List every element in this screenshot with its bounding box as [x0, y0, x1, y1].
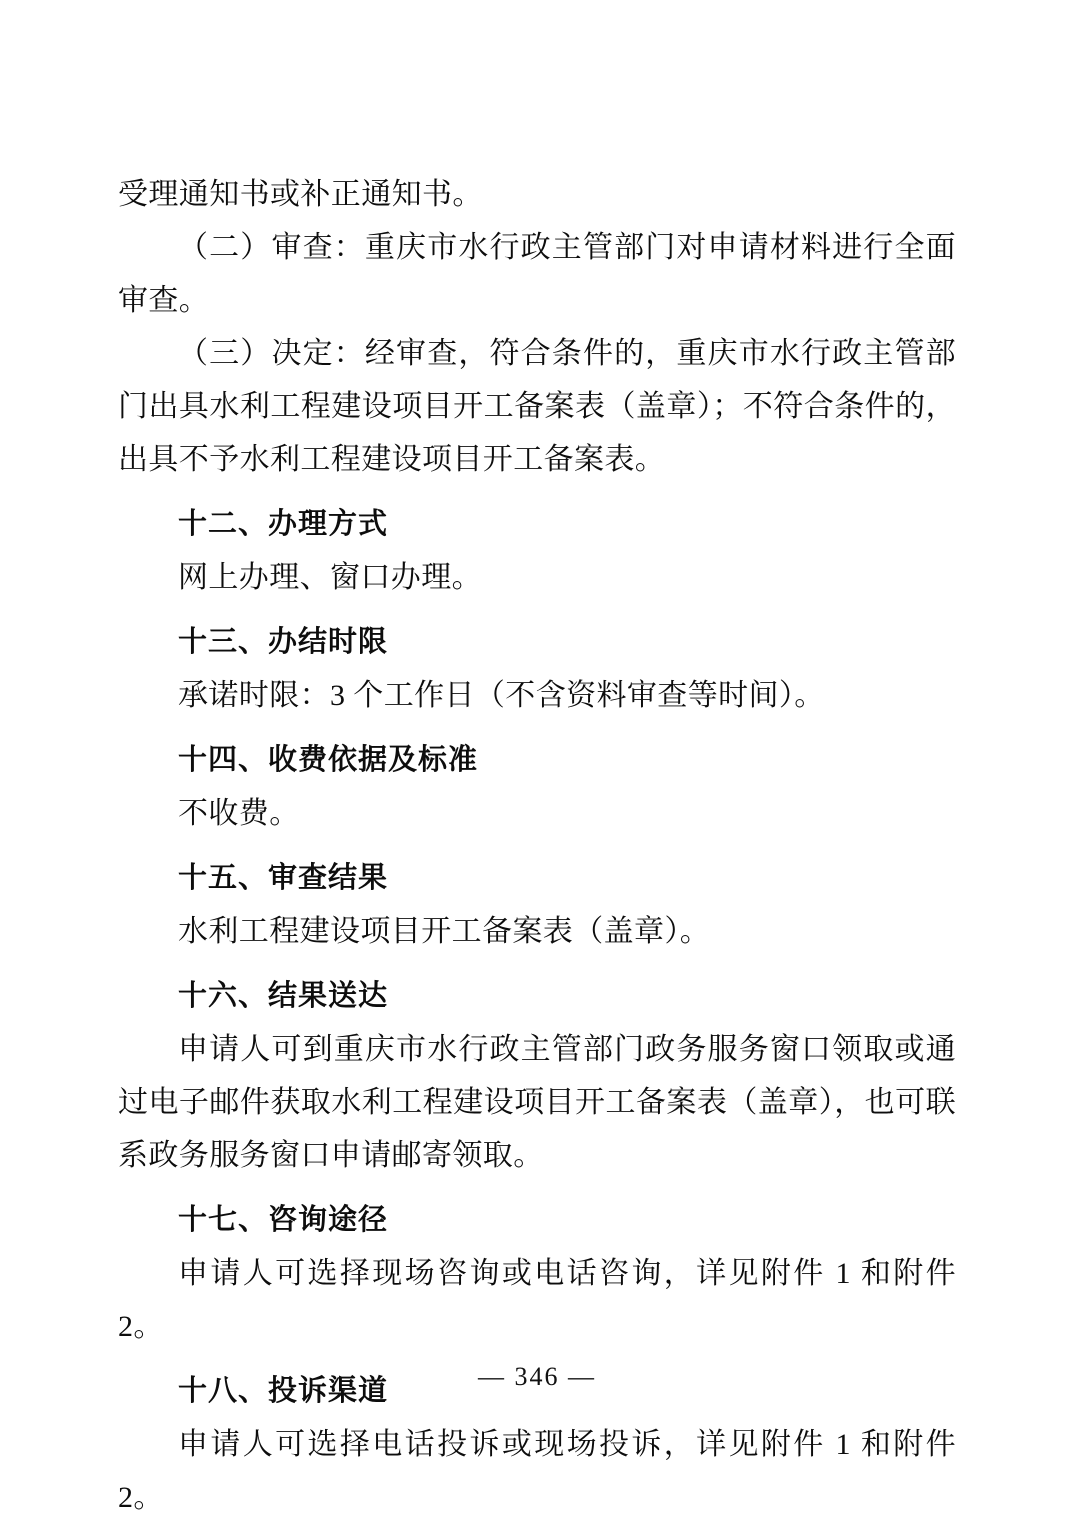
- paragraph-continuation: 受理通知书或补正通知书。: [118, 178, 483, 211]
- page-footer: [0, 1362, 1074, 1392]
- paragraph-review: （二）审查：重庆市水行政主管部门对申请材料进行全面审查。: [118, 231, 956, 317]
- section-heading-12: 十二、办理方式: [178, 506, 389, 540]
- section-heading-15: 十五、审查结果: [178, 860, 389, 894]
- section-heading-13: 十三、办结时限: [178, 624, 389, 658]
- paragraph-decision: （三）决定：经审查，符合条件的，重庆市水行政主管部门出具水利工程建设项目开工备案表（盖章）；不符合条件的，出具不予水利工程建设项目开工备案表。: [118, 337, 956, 476]
- section-heading-16: 十六、结果送达: [178, 978, 389, 1012]
- section-body-16: 申请人可到重庆市水行政主管部门政务服务窗口领取或通过电子邮件获取水利工程建设项目开工备案表（盖章），也可联系政务服务窗口申请邮寄领取。: [118, 1033, 956, 1172]
- section-body-13: 承诺时限：3 个工作日（不含资料审查等时间）。: [178, 679, 825, 712]
- document-body: [118, 168, 956, 1524]
- section-body-17: 申请人可选择现场咨询或电话咨询，详见附件 1 和附件 2。: [118, 1257, 956, 1343]
- section-heading-18: 十八、投诉渠道: [178, 1373, 389, 1407]
- section-body-14: 不收费。: [178, 797, 300, 830]
- section-heading-17: 十七、咨询途径: [178, 1202, 389, 1236]
- section-body-15: 水利工程建设项目开工备案表（盖章）。: [178, 915, 711, 948]
- page-number: — 346 —: [478, 1362, 596, 1391]
- section-body-18: 申请人可选择电话投诉或现场投诉，详见附件 1 和附件 2。: [118, 1428, 956, 1514]
- section-body-12: 网上办理、窗口办理。: [178, 561, 482, 594]
- section-heading-14: 十四、收费依据及标准: [178, 742, 479, 776]
